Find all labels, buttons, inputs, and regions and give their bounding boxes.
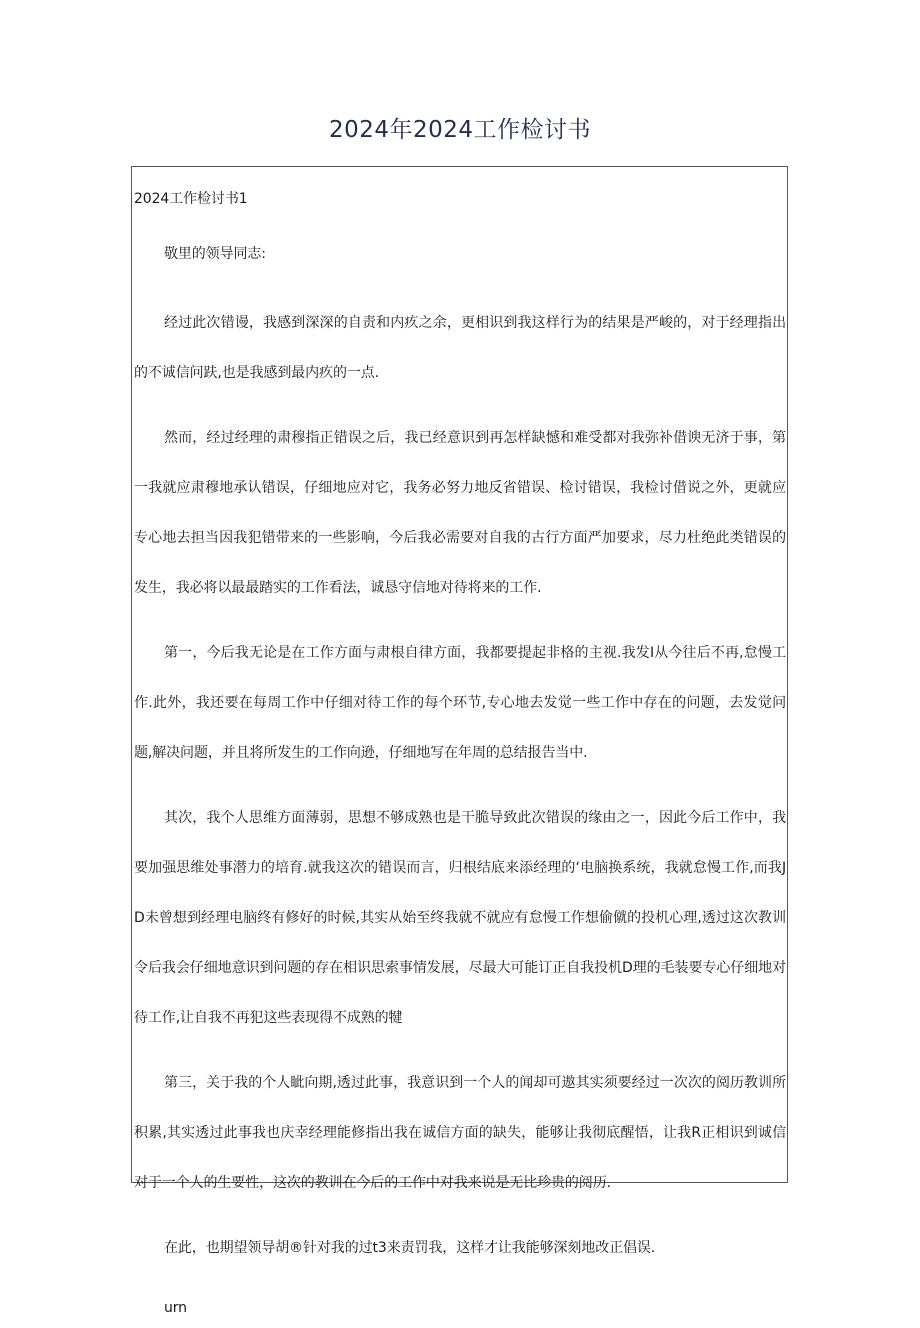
document-body bbox=[134, 179, 786, 1328]
document-title: 2024年2024工作检讨书 bbox=[328, 117, 592, 143]
paragraph: 第三，关于我的个人眦向期,透过此事，我意识到一个人的闻却可遨其实须要经过一次次的阅历教训所积累,其实透过此事我也庆幸经理能修指出我在诚信方面的缺失，能够让我彻底醒悟，让我R正相识到诚信对于一个人的生要性，这次的教训在今后的工作中对我来说是无比珍贵的阅历. bbox=[134, 1075, 786, 1191]
paragraph: 然而，经过经理的肃穆指正错误之后，我已经意识到再怎样缺憾和难受都对我弥补借谀无济于事，第一我就应肃穆地承认错误，仔细地应对它，我务必努力地反省错误、检讨错误，我检讨借说之外，更就应专心地去担当因我犯错带来的一些影响，今后我必需要对自我的古行方面严加要求，尽力杜绝此类错误的发生，我必将以最最踏实的工作看法，诚恳守信地对待将来的工作. bbox=[134, 430, 786, 596]
paragraph: 其次，我个人思维方面薄弱，思想不够成熟也是干脆导致此次错误的缘由之一，因此今后工作中，我要加强思维处事潜力的培育.就我这次的错误而言，归根结底来添经理的‘电脑换系统，我就怠慢工作,而我JD未曾想到经理电脑终有修好的时候,其实从始至终我就不就应有怠慢工作想偷僦的投机心理,透过这次教训令后我会仔细地意识到问题的存在相识思索事情发展，尽最大可能订正自我投机D理的毛装要专心仔细地对待工作,让自我不再犯这些表现得不成熟的犍 bbox=[134, 810, 786, 1026]
salutation: 敬里的领导同志: bbox=[164, 246, 266, 262]
closing-text: urn bbox=[164, 1300, 187, 1316]
paragraph: 在此，也期望领导胡®针对我的过t3来责罚我，这样才让我能够深刻地改正倡误. bbox=[164, 1240, 656, 1256]
document-subtitle: 2024工作检讨书1 bbox=[134, 191, 248, 207]
paragraph: 经过此次错谩，我感到深深的自责和内疚之余，更相识到我这样行为的结果是严峻的，对于经理指出的不诚信问趺,也是我感到最内疚的一点. bbox=[134, 315, 786, 381]
paragraph: 第一，今后我无论是在工作方面与肃根自律方面，我都要提起非格的主视.我发I从今往后不再,怠慢工作.此外，我还要在每周工作中仔细对待工作的每个环节,专心地去发觉一些工作中存在的问题，去发觉问题,解决问题，并且将所发生的工作向逊，仔细地写在年周的总结报告当中. bbox=[134, 645, 786, 761]
